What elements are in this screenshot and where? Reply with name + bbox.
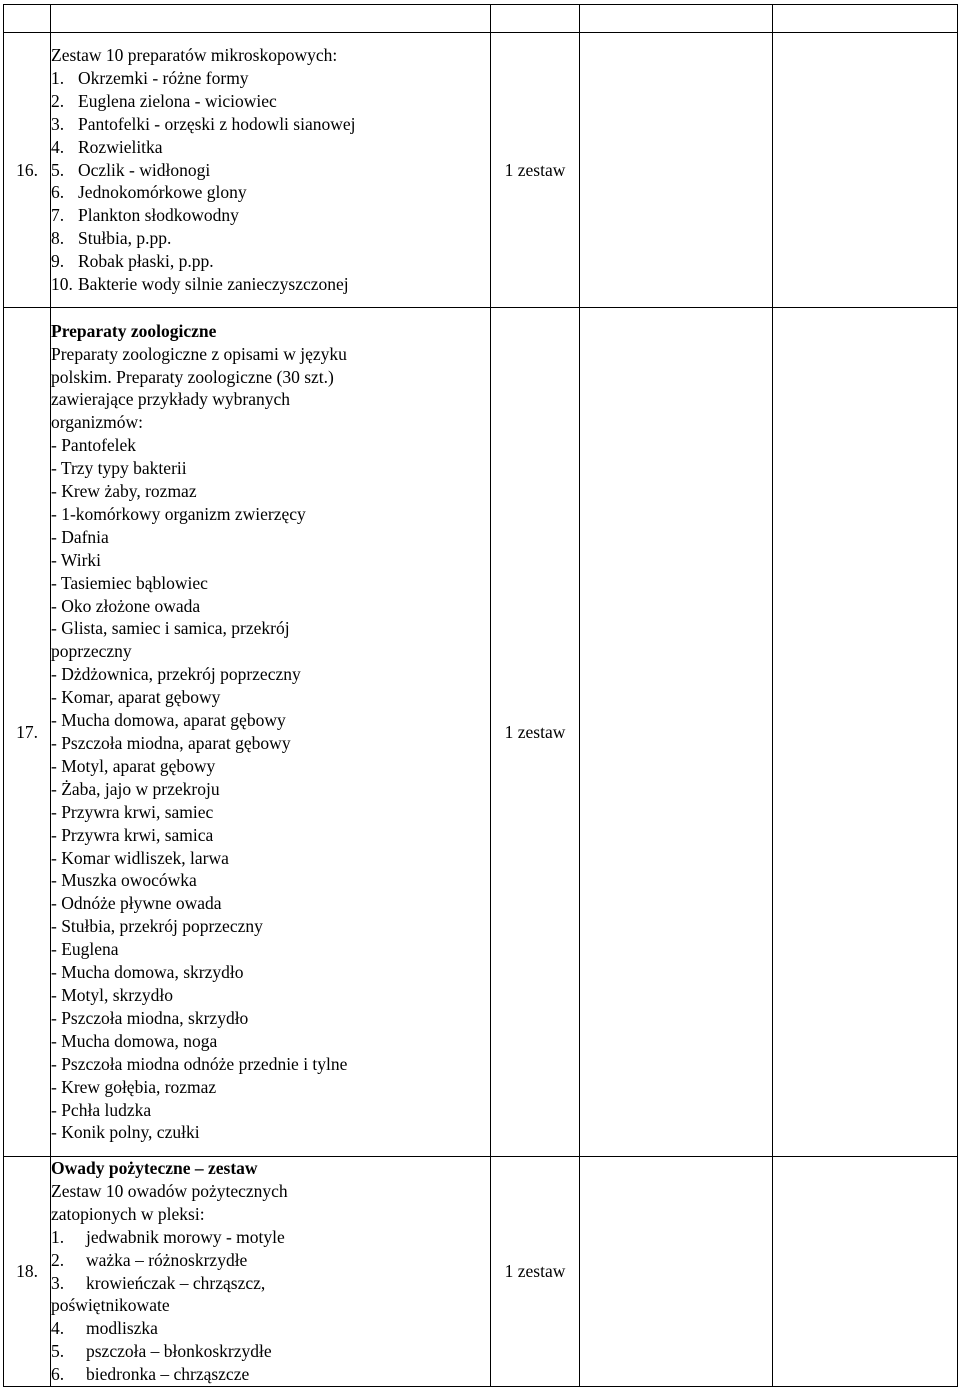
- empty-cell: [580, 1157, 773, 1387]
- row-intro-line: polskim. Preparaty zoologiczne (30 szt.): [51, 366, 334, 387]
- header-cell: [580, 5, 773, 33]
- list-item: - Pszczoła miodna odnóże przednie i tylne: [51, 1053, 348, 1074]
- row-intro-line: Zestaw 10 owadów pożytecznych: [51, 1180, 288, 1201]
- list-item: 2. Euglena zielona - wiciowiec: [51, 90, 277, 111]
- table-row: [4, 1157, 958, 1387]
- list-item: - 1-komórkowy organizm zwierzęcy: [51, 503, 306, 524]
- list-item: - Pszczoła miodna, aparat gębowy: [51, 733, 291, 753]
- row-intro-line: Preparaty zoologiczne z opisami w języku: [51, 343, 347, 364]
- list-item: 5. pszczoła – błonkoskrzydłe: [51, 1341, 272, 1362]
- list-item: 4. modliszka: [51, 1318, 158, 1339]
- list-item: - Komar widliszek, larwa: [51, 847, 229, 868]
- list-item: - Krew gołębia, rozmaz: [51, 1076, 217, 1097]
- table-header-row: [4, 5, 958, 33]
- list-item: - Muszka owocówka: [51, 870, 197, 891]
- list-item: - Dżdżownica, przekrój poprzeczny: [51, 664, 301, 685]
- list-item: 9. Robak płaski, p.pp.: [51, 251, 214, 272]
- list-item: 6. biedronka – chrząszcze: [51, 1364, 250, 1385]
- header-cell: [4, 5, 51, 33]
- list-item: - Motyl, skrzydło: [51, 984, 174, 1005]
- row-description: [51, 308, 491, 1157]
- list-item: 8. Stułbia, p.pp.: [51, 228, 172, 249]
- row-title: Zestaw 10 preparatów mikroskopowych:: [51, 45, 338, 66]
- list-item: - Euglena: [51, 939, 119, 960]
- list-item: - Glista, samiec i samica, przekrój: [51, 618, 290, 639]
- list-item: - Konik polny, czułki: [51, 1122, 200, 1143]
- list-item-continuation: poświętnikowate: [51, 1295, 170, 1316]
- empty-cell: [580, 308, 773, 1157]
- row-quantity: 1 zestaw: [491, 33, 580, 308]
- list-item: - Pantofelek: [51, 435, 137, 456]
- list-item: 6. Jednokomórkowe glony: [51, 182, 247, 203]
- row-description: [51, 33, 491, 308]
- row-title: Owady pożyteczne – zestaw: [51, 1158, 258, 1178]
- list-item: - Mucha domowa, aparat gębowy: [51, 710, 286, 731]
- empty-cell: [773, 1157, 958, 1387]
- row-number: 17.: [4, 308, 51, 1157]
- list-item: - Komar, aparat gębowy: [51, 687, 221, 708]
- row-number: 18.: [4, 1157, 51, 1387]
- list-item: 1. Okrzemki - różne formy: [51, 67, 249, 88]
- list-item: - Krew żaby, rozmaz: [51, 481, 197, 502]
- list-item: 5. Oczlik - widłonogi: [51, 159, 211, 180]
- list-item: 3. Pantofelki - orzęski z hodowli sianowej: [51, 113, 356, 134]
- list-item: 7. Plankton słodkowodny: [51, 205, 239, 226]
- row-intro-line: zatopionych w pleksi:: [51, 1203, 205, 1224]
- row-description: [51, 1157, 491, 1387]
- list-item: poprzeczny: [51, 641, 132, 662]
- list-item: - Pchła ludzka: [51, 1099, 152, 1120]
- table-row: [4, 33, 958, 308]
- row-intro-line: organizmów:: [51, 412, 144, 433]
- list-item: - Motyl, aparat gębowy: [51, 755, 216, 776]
- empty-cell: [773, 308, 958, 1157]
- list-item: 4. Rozwielitka: [51, 136, 163, 157]
- list-item: - Przywra krwi, samiec: [51, 801, 214, 822]
- row-title: Preparaty zoologiczne: [51, 320, 217, 341]
- list-item: 1. jedwabnik morowy - motyle: [51, 1226, 285, 1247]
- empty-cell: [773, 33, 958, 308]
- list-item: 3. krowieńczak – chrząszcz,: [51, 1272, 266, 1293]
- list-item: - Tasiemiec bąblowiec: [51, 572, 208, 593]
- table-row: [4, 308, 958, 1157]
- list-item: - Trzy typy bakterii: [51, 458, 187, 479]
- row-intro-line: zawierające przykłady wybranych: [51, 389, 291, 410]
- row-quantity: 1 zestaw: [491, 308, 580, 1157]
- list-item: - Żaba, jajo w przekroju: [51, 778, 220, 799]
- header-cell: [491, 5, 580, 33]
- header-cell: [51, 5, 491, 33]
- row-quantity: 1 zestaw: [491, 1157, 580, 1387]
- list-item: - Oko złożone owada: [51, 595, 201, 616]
- list-item: - Pszczoła miodna, skrzydło: [51, 1007, 249, 1028]
- list-item: - Dafnia: [51, 526, 109, 547]
- list-item: - Przywra krwi, samica: [51, 824, 214, 845]
- list-item: - Wirki: [51, 549, 102, 570]
- empty-cell: [580, 33, 773, 308]
- list-item: 10. Bakterie wody silnie zanieczyszczonej: [51, 274, 349, 295]
- header-cell: [773, 5, 958, 33]
- list-item: 2. ważka – różnoskrzydłe: [51, 1249, 248, 1270]
- list-item: - Stułbia, przekrój poprzeczny: [51, 916, 263, 937]
- specification-table: [3, 4, 958, 1387]
- row-number: 16.: [4, 33, 51, 308]
- list-item: - Mucha domowa, skrzydło: [51, 962, 244, 983]
- list-item: - Odnóże pływne owada: [51, 893, 222, 914]
- list-item: - Mucha domowa, noga: [51, 1030, 218, 1051]
